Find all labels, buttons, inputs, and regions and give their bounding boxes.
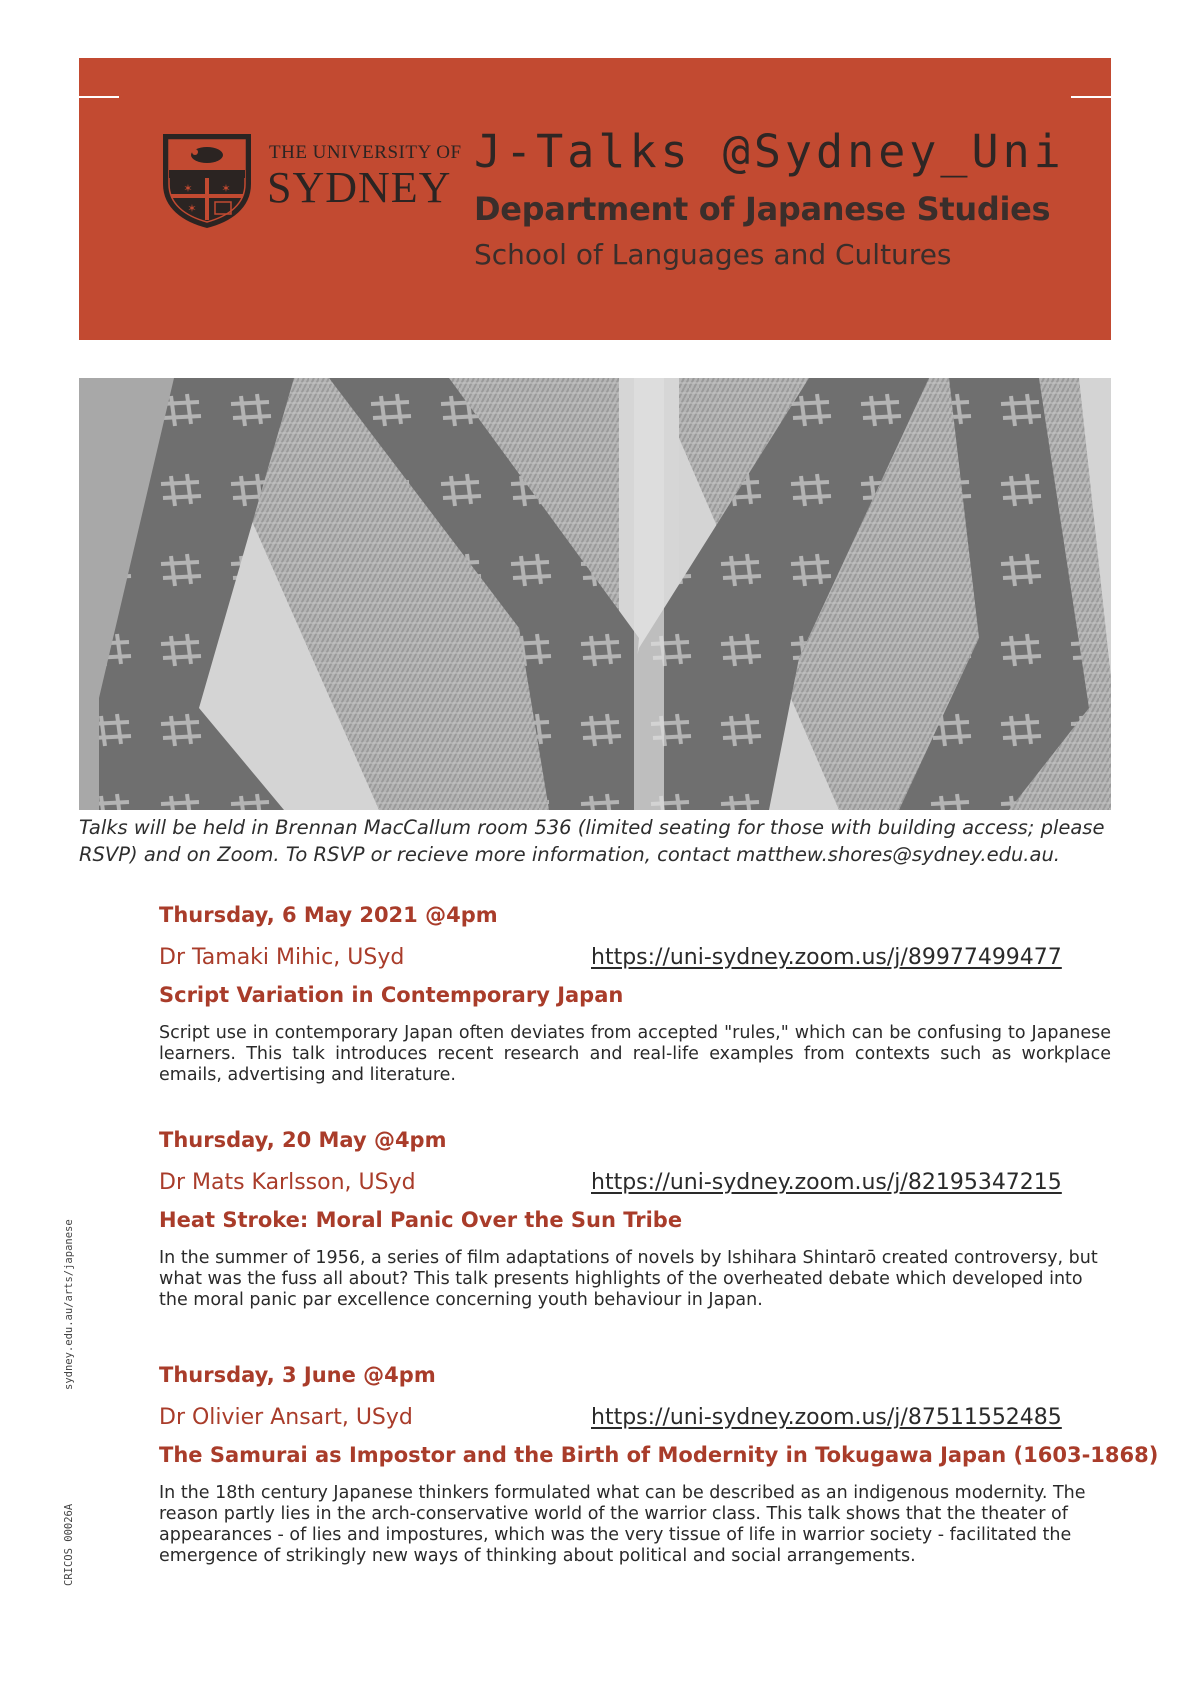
talk-speaker: Dr Tamaki Mihic, USyd <box>159 945 405 970</box>
crest-icon <box>159 130 255 230</box>
page-title: J-Talks @Sydney_Uni <box>474 125 1065 178</box>
university-name: SYDNEY <box>267 163 452 212</box>
university-logo[interactable] <box>159 130 462 230</box>
department-name: Department of Japanese Studies <box>474 190 1051 228</box>
talk-date: Thursday, 3 June @4pm <box>159 1363 436 1387</box>
talk-date: Thursday, 20 May @4pm <box>159 1128 447 1152</box>
talk-description: In the summer of 1956, a series of film adaptations of novels by Ishihara Shintarō created controversy, but what was the fuss all about? This talk presents highlights of the overheated debate which developed into the moral panic par excellence concerning youth behaviour in Japan. <box>159 1248 1098 1310</box>
banner-corner-mark-right <box>1071 96 1111 98</box>
sidebar-website[interactable]: sydney.edu.au/arts/japanese <box>63 1219 75 1390</box>
school-name: School of Languages and Cultures <box>474 238 952 271</box>
zoom-link[interactable]: https://uni-sydney.zoom.us/j/82195347215 <box>591 1170 1062 1195</box>
zoom-link[interactable]: https://uni-sydney.zoom.us/j/87511552485 <box>591 1405 1062 1430</box>
talk-date: Thursday, 6 May 2021 @4pm <box>159 903 498 927</box>
hero-photo <box>79 378 1111 810</box>
talk-title: The Samurai as Impostor and the Birth of Modernity in Tokugawa Japan (1603-1868) <box>159 1443 1159 1467</box>
talk-title: Script Variation in Contemporary Japan <box>159 983 624 1007</box>
svg-text:✶: ✶ <box>187 202 197 215</box>
university-line: THE UNIVERSITY OF <box>269 142 462 163</box>
banner-corner-mark-left <box>79 96 119 98</box>
talk-description: In the 18th century Japanese thinkers formulated what can be described as an indigenous modernity. The reason partly lies in the arch-conservative world of the warrior class. This talk shows that the theater of appearances - of lies and impostures, which was the very tissue of life in warrior society - facilitated the emergence of strikingly new ways of thinking about political and social arrangements. <box>159 1483 1086 1566</box>
talk-speaker: Dr Olivier Ansart, USyd <box>159 1405 413 1430</box>
talk-title: Heat Stroke: Moral Panic Over the Sun Tribe <box>159 1208 683 1232</box>
talk-speaker: Dr Mats Karlsson, USyd <box>159 1170 416 1195</box>
sidebar-cricos: CRICOS 00026A <box>63 1503 75 1586</box>
svg-text:✶: ✶ <box>221 182 231 195</box>
talk-description: Script use in contemporary Japan often deviates from accepted "rules," which can be confusing to Japanese learners. This talk introduces recent research and real-life examples from contexts such as workplace emails, advertising and literature. <box>159 1023 1111 1085</box>
svg-text:✶: ✶ <box>183 182 193 195</box>
venue-notice: Talks will be held in Brennan MacCallum room 536 (limited seating for those with building access; please RSVP) and on Zoom. To RSVP or recieve more information, contact matthew.shores@sydney.edu.au. <box>79 816 1105 866</box>
header-banner <box>79 58 1111 340</box>
zoom-link[interactable]: https://uni-sydney.zoom.us/j/89977499477 <box>591 945 1062 970</box>
